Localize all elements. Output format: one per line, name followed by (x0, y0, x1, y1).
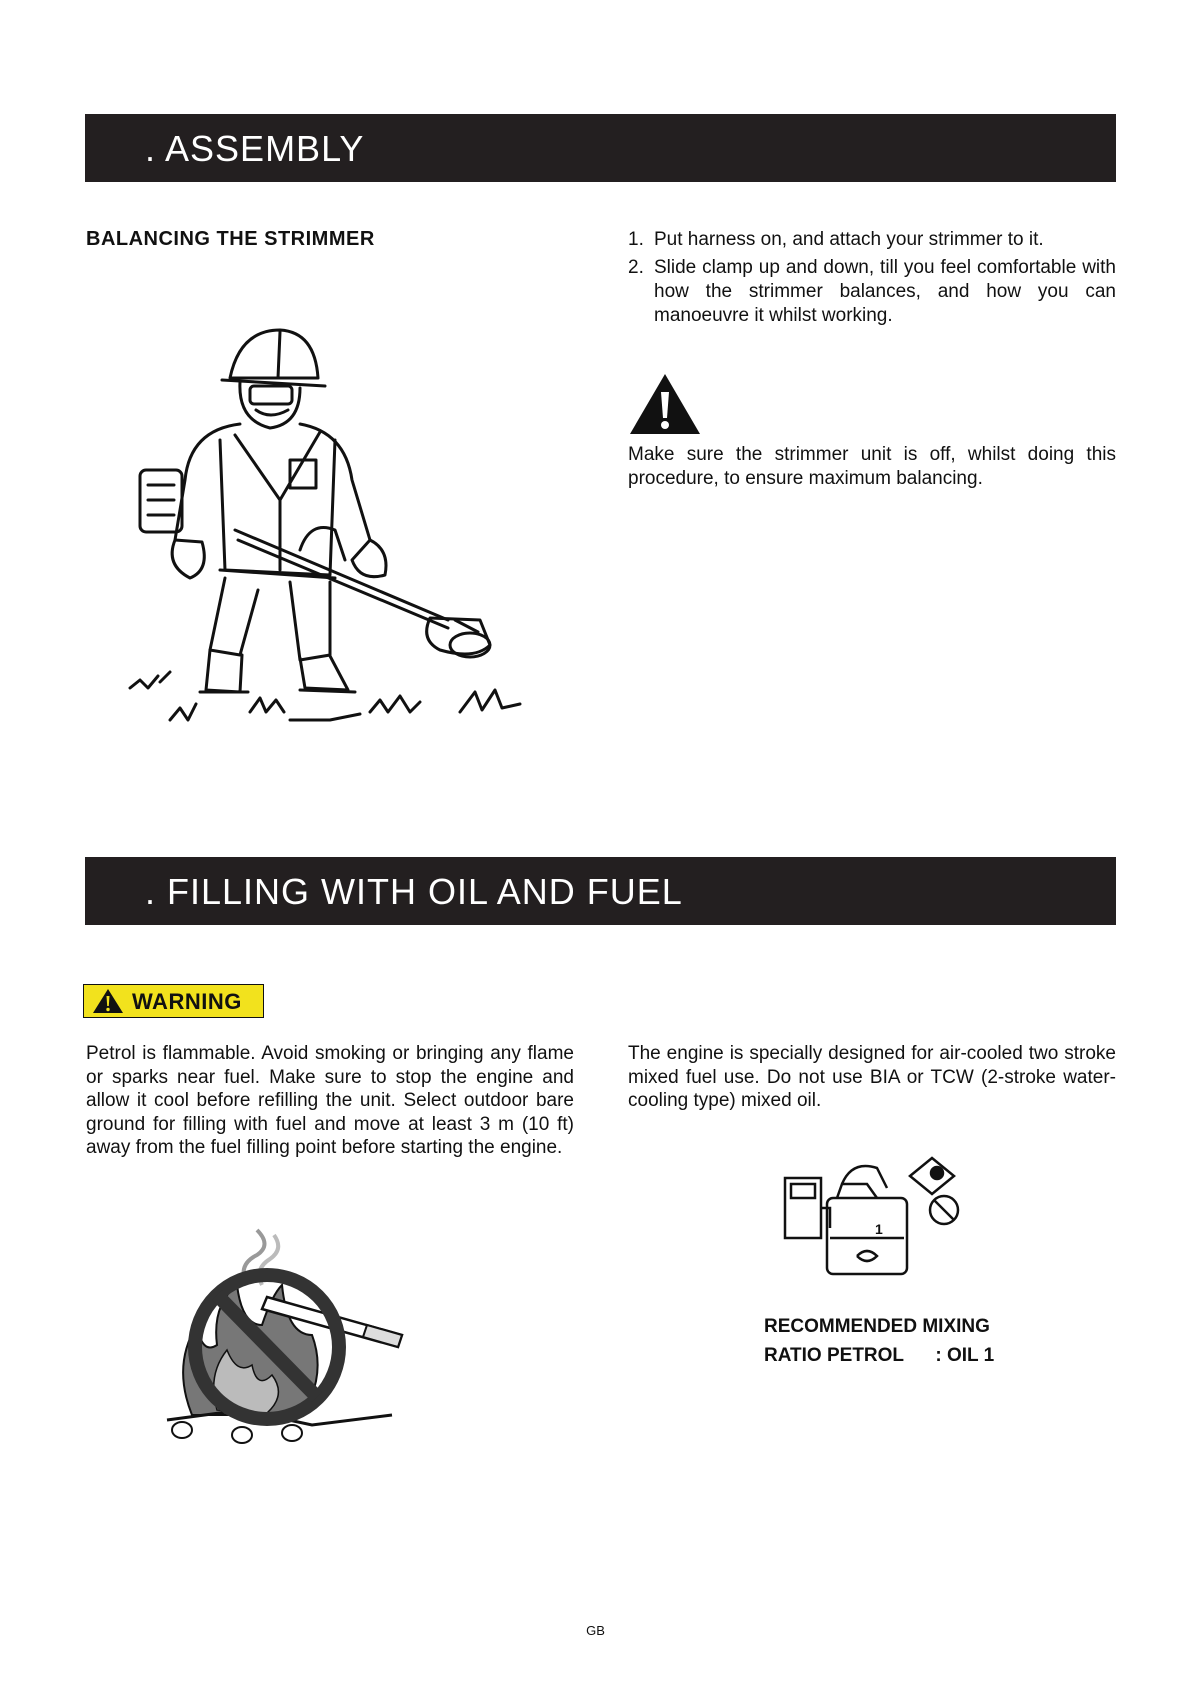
warning-text-label: WARNING (132, 989, 242, 1014)
list-item: 1. Put harness on, and attach your strimmer to it. (628, 229, 1044, 250)
section-title: . FILLING WITH OIL AND FUEL (145, 871, 683, 912)
warning-triangle-icon (92, 988, 124, 1014)
list-item: 2. Slide clamp up and down, till you feel comfortable with how the strimmer balances, and how you can manoeuvre it whilst working. (628, 257, 1116, 326)
no-smoking-no-fire-icon (162, 1225, 412, 1445)
caution-text: Make sure the strimmer unit is off, whilst doing this procedure, to ensure maximum balancing. (628, 444, 1116, 489)
caution-triangle-icon (628, 372, 702, 436)
warning-label (83, 984, 264, 1018)
engine-paragraph: The engine is specially designed for air-cooled two stroke mixed fuel use. Do not use BIA or TCW (2-stroke water-cooling type) mixed oil. (628, 1043, 1116, 1111)
section-banner-filling (85, 857, 1116, 925)
mixing-ratio: RECOMMENDED MIXING RATIO PETROL : OIL 1 (764, 1316, 995, 1366)
balancing-steps (628, 228, 1116, 332)
can-label: 1 (875, 1221, 883, 1237)
worker-with-strimmer-illustration (130, 320, 570, 740)
page-footer-lang: GB (586, 1623, 605, 1638)
balancing-heading: BALANCING THE STRIMMER (86, 228, 375, 250)
warning-paragraph: Petrol is flammable. Avoid smoking or bringing any flame or sparks near fuel. Make sure to stop the engine and allow it cool before refilling the unit. Select outdoor bare ground for filling with fuel and move at least 3 m (10 ft) away from the fuel filling point before starting the engine. (86, 1043, 574, 1158)
section-title: . ASSEMBLY (145, 128, 365, 169)
section-banner-assembly (85, 114, 1116, 182)
fuel-can-icon (782, 1158, 967, 1276)
